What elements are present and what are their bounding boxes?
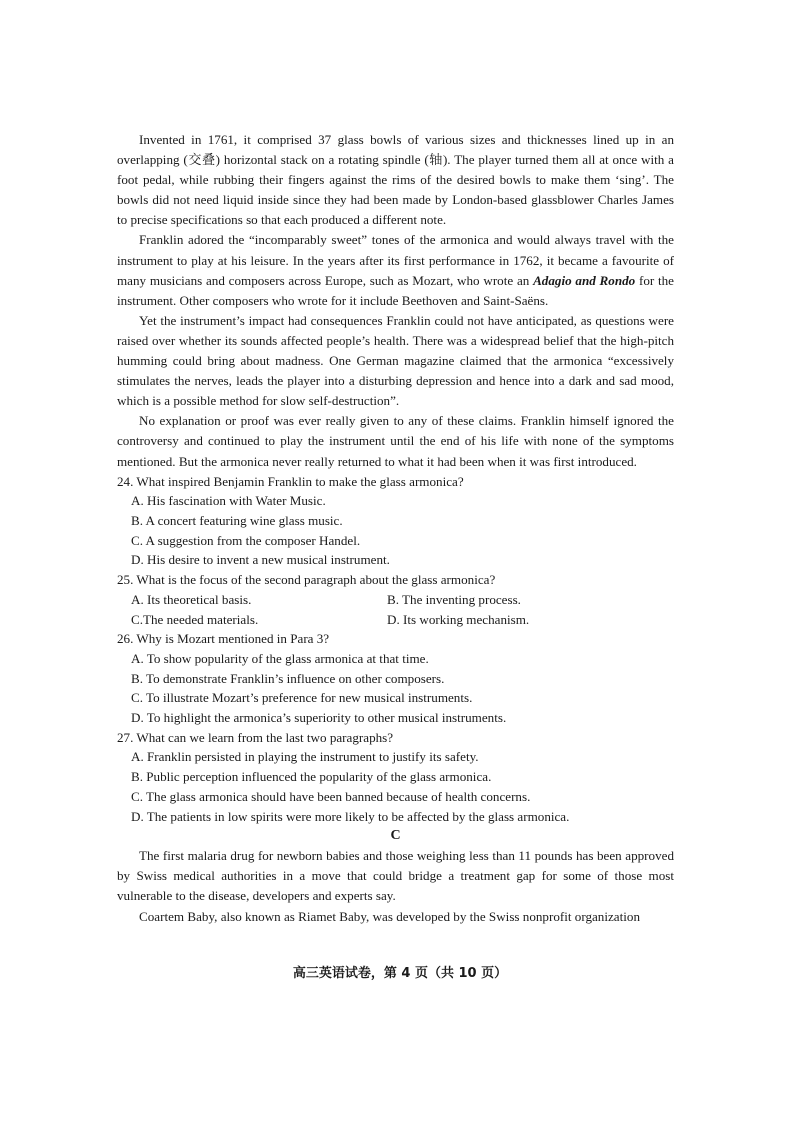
passage-paragraph-3: Yet the instrument’s impact had consequences Franklin could not have anticipated, as questions were raised over whether its sounds affected people’s health. There was a widespread belief that the high-pitch humming could bring about madness. One German magazine claimed that the armonica “excessively stimulates the nerves, leads the player into a disturbing depression and hence into a dark and sad mood, which is a possible method for slow self-destruction”. [117, 312, 674, 409]
question-stem: 24. What inspired Benjamin Franklin to make the glass armonica? [117, 473, 464, 489]
question-25 [117, 570, 674, 629]
question-stem: 27. What can we learn from the last two paragraphs? [117, 729, 394, 745]
passage-paragraph-4: No explanation or proof was ever really given to any of these claims. Franklin himself ignored the controversy and continued to play the instrument until the end of his life with none of the symptoms mentioned. But the armonica never really returned to what it had been when it was first introduced. [117, 413, 674, 469]
option-d: D. To highlight the armonica’s superiority to other musical instruments. [131, 710, 507, 726]
option-d: D. His desire to invent a new musical instrument. [131, 552, 390, 568]
question-24 [117, 472, 674, 571]
section-c-paragraph-2: Coartem Baby, also known as Riamet Baby, was developed by the Swiss nonprofit organization [139, 908, 640, 924]
option-c: C. The glass armonica should have been banned because of health concerns. [131, 788, 531, 804]
question-stem: 26. Why is Mozart mentioned in Para 3? [117, 631, 330, 647]
question-stem: 25. What is the focus of the second paragraph about the glass armonica? [117, 572, 496, 588]
option-c: C. A suggestion from the composer Handel. [131, 532, 361, 548]
question-26 [117, 629, 674, 728]
question-27 [117, 728, 674, 827]
option-row [131, 590, 674, 610]
option-a: A. Its theoretical basis. [131, 591, 252, 607]
option-row [131, 610, 674, 630]
option-a: A. To show popularity of the glass armonica at that time. [131, 650, 429, 666]
option-b: B. The inventing process. [387, 591, 521, 607]
option-c: C.The needed materials. [131, 611, 259, 627]
option-a: A. His fascination with Water Music. [131, 493, 326, 509]
work-title: Adagio and Rondo [533, 272, 636, 288]
page-footer: 高三英语试卷，第 4 页（共 10 页） [292, 966, 508, 981]
option-d: D. Its working mechanism. [387, 611, 530, 627]
section-c-paragraph-1: The first malaria drug for newborn babies and those weighing less than 11 pounds has been approved by Swiss medical authorities in a move that could bridge a treatment gap for some of those most vulnerable to the disease, developers and experts say. [117, 848, 674, 904]
option-b: B. To demonstrate Franklin’s influence on other composers. [131, 670, 445, 686]
option-b: B. Public perception influenced the popularity of the glass armonica. [131, 769, 492, 785]
passage-paragraph-1: Invented in 1761, it comprised 37 glass bowls of various sizes and thicknesses lined up in an overlapping (交叠) horizontal stack on a rotating spindle (轴). The player turned them all at once with a foot pedal, while rubbing their fingers against the rims of the desired bowls to make them ‘sing’. The bowls did not need liquid inside since they had been made by London-based glassblower Charles James to precise specifications so that each produced a different note. [117, 132, 674, 228]
passage-paragraph-2: Franklin adored the “incomparably sweet” tones of the armonica and would always travel with the instrument to play at his leisure. In the years after its first performance in 1762, it became a favourite of many musicians and composers across Europe, such as Mozart, who wrote an Adagio and Rondo for the instrument. Other composers who wrote for it include Beethoven and Saint-Saëns. [117, 232, 674, 308]
page-content [117, 130, 674, 927]
option-a: A. Franklin persisted in playing the instrument to justify its safety. [131, 749, 479, 765]
option-d: D. The patients in low spirits were more likely to be affected by the glass armonica. [131, 808, 570, 824]
section-heading: C [390, 828, 401, 844]
option-b: B. A concert featuring wine glass music. [131, 513, 343, 528]
option-c: C. To illustrate Mozart’s preference for new musical instruments. [131, 690, 473, 706]
